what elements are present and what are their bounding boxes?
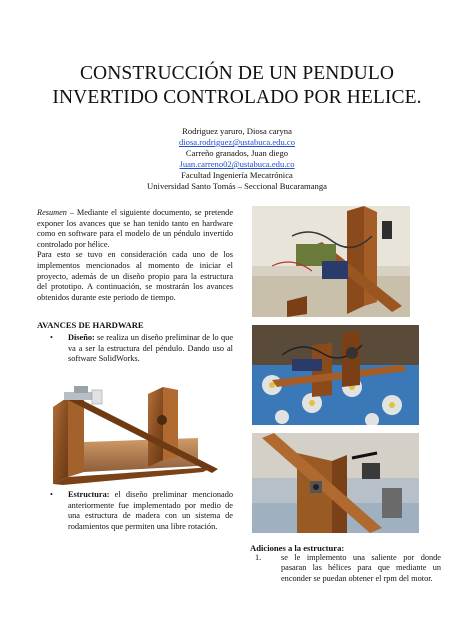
author-block xyxy=(60,126,414,192)
abstract-text-1: Mediante el siguiente documento, se pretende exponer los avances que se han tenido tanto en hardware como en software para el modelo de un péndulo invertido controlado por hélice. xyxy=(37,208,233,249)
section-heading-additions: Adiciones a la estructura: xyxy=(250,543,345,553)
title-line-2: INVERTIDO CONTROLADO POR HELICE. xyxy=(52,87,422,108)
bullet-structure-label: Estructura: xyxy=(68,490,110,499)
author-1-email-link[interactable]: diosa.rodriguez@ustabuca.edu.co xyxy=(178,137,295,147)
bullet-design-body: se realiza un diseño preliminar de lo que va a ser la estructura del péndulo. Dando uso al software SolidWorks. xyxy=(68,333,233,364)
abstract-paragraph-1 xyxy=(37,208,233,250)
prototype-photo-3 xyxy=(252,433,419,533)
abstract-label: Resumen xyxy=(37,208,67,217)
additions-item-1-number: 1. xyxy=(255,553,262,562)
abstract-dash: – xyxy=(66,208,77,217)
bullet-structure-body: el diseño preliminar mencionado anteriormente fue implementado por medio de una estructura de madera con un sistema de rodamientos que permiten una libre rotación. xyxy=(68,490,233,531)
bullet-structure xyxy=(50,490,233,540)
university: Universidad Santo Tomás – Seccional Bucaramanga xyxy=(147,181,327,191)
abstract xyxy=(37,208,233,303)
author-2: Carreño granados, Juan diego xyxy=(185,148,289,158)
faculty: Facultad Ingeniería Mecatrónica xyxy=(181,170,293,180)
abstract-paragraph-2: Para esto se tuvo en consideración cada uno de los implementos mencionados al momento de iniciar el proyecto, además de un diseño propio para la estructura del prototipo. A continuación, se mostrarán los avances obtenidos durante este periodo de tiempo. xyxy=(37,250,233,302)
title-line-1: CONSTRUCCIÓN DE UN PENDULO xyxy=(79,63,395,84)
bullet-design-label: Diseño: xyxy=(68,333,95,342)
solidworks-render-image xyxy=(38,372,224,485)
bullet-design xyxy=(50,333,233,373)
prototype-photo-2 xyxy=(252,325,419,425)
author-2-email-link[interactable]: Juan.carreno02@ustabuca.edu.co xyxy=(179,159,295,169)
bullet-dot: • xyxy=(50,333,53,342)
bullet-structure-text xyxy=(68,490,233,532)
bullet-dot: • xyxy=(50,490,53,499)
prototype-photo-1 xyxy=(252,206,410,317)
author-1: Rodriguez yaruro, Diosa caryna xyxy=(182,126,292,136)
additions-item-1-text: se le implemento una saliente por donde pasaran las hélices para que mediante un enconder se puedan obtener el rpm del motor. xyxy=(281,553,441,583)
section-heading-hardware: AVANCES DE HARDWARE xyxy=(37,320,144,330)
bullet-design-text xyxy=(68,333,233,365)
paper-title xyxy=(30,62,444,110)
